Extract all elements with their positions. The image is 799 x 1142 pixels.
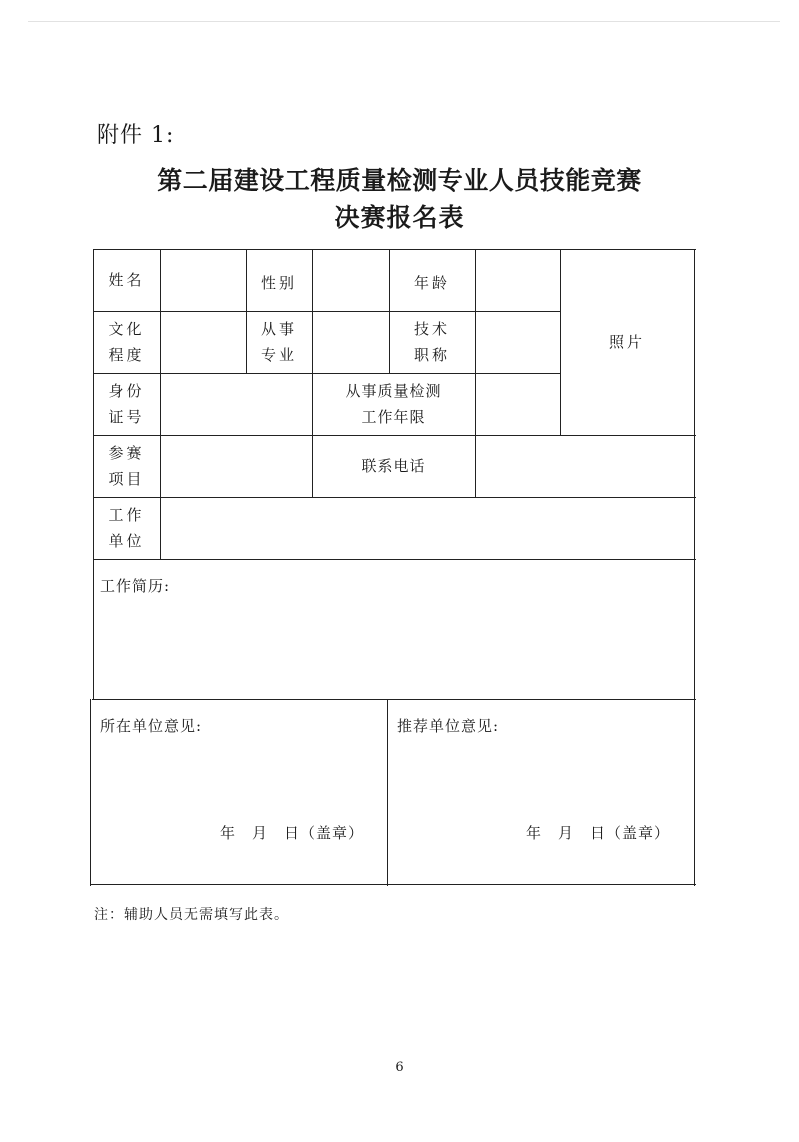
unit-opinion-date-seal: 年 月 日（盖章）	[220, 824, 365, 842]
label-technical-title: 技术 职称	[413, 320, 450, 364]
field-resume[interactable]	[93, 560, 694, 699]
field-gender[interactable]	[312, 249, 389, 311]
field-name[interactable]	[160, 249, 246, 311]
field-unit-opinion[interactable]	[92, 749, 387, 809]
label-phone: 联系电话	[361, 457, 426, 475]
label-gender: 性别	[260, 274, 297, 292]
field-employer[interactable]	[160, 497, 694, 559]
label-name: 姓名	[108, 271, 145, 289]
field-education[interactable]	[160, 311, 246, 373]
field-id-number[interactable]	[160, 373, 312, 435]
scan-top-edge	[28, 21, 780, 22]
registration-form-table	[90, 249, 696, 886]
field-phone[interactable]	[475, 435, 694, 497]
label-education: 文化 程度	[108, 320, 145, 364]
label-employer: 工作 单位	[108, 506, 145, 550]
label-event: 参赛 项目	[108, 444, 145, 488]
field-work-years[interactable]	[475, 373, 560, 435]
label-age: 年龄	[413, 274, 450, 292]
form-title-line-1: 第二届建设工程质量检测专业人员技能竞赛	[157, 166, 642, 195]
field-profession[interactable]	[312, 311, 389, 373]
label-id-number: 身份 证号	[108, 382, 145, 426]
field-technical-title[interactable]	[475, 311, 560, 373]
field-event[interactable]	[160, 435, 312, 497]
label-unit-opinion: 所在单位意见:	[100, 717, 203, 735]
form-title-line-2: 决赛报名表	[334, 203, 465, 232]
row-rule-6	[92, 699, 696, 700]
label-profession: 从事 专业	[260, 320, 297, 364]
label-work-years: 从事质量检测 工作年限	[345, 382, 442, 426]
annex-label: 附件 1:	[97, 123, 175, 148]
field-recommend-opinion[interactable]	[389, 749, 694, 809]
table-border-right	[694, 249, 695, 886]
label-resume: 工作简历:	[100, 577, 171, 595]
page-number: 6	[395, 1060, 404, 1075]
table-border-bottom	[90, 884, 696, 885]
photo-box[interactable]: 照片	[608, 333, 645, 351]
recommend-opinion-date-seal: 年 月 日（盖章）	[526, 824, 671, 842]
label-recommend-opinion: 推荐单位意见:	[397, 717, 500, 735]
field-age[interactable]	[475, 249, 560, 311]
footnote: 注：辅助人员无需填写此表。	[94, 907, 289, 923]
